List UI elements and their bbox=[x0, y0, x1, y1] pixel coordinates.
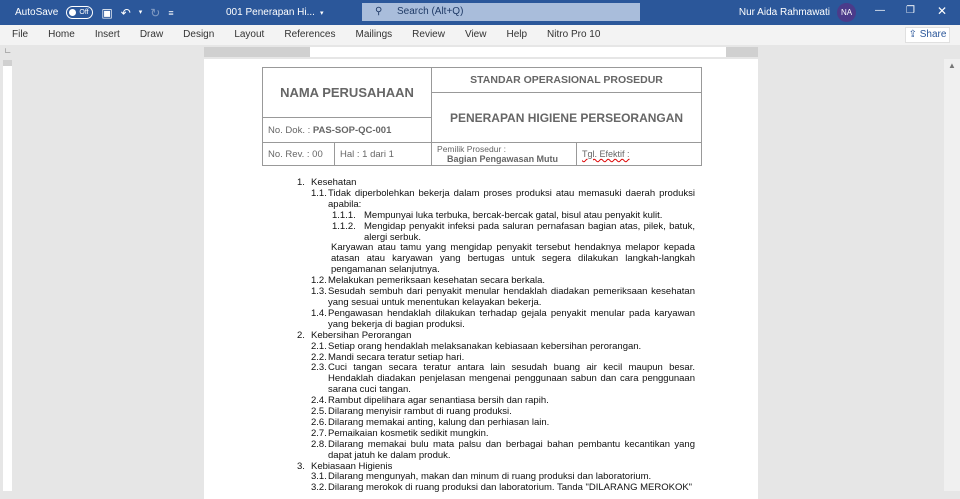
save-icon[interactable]: ▣ bbox=[101, 5, 113, 20]
item-text: Pengawasan hendaklah dilakukan terhadap gejala penyakit menular pada karyawan yang bekerja di bagian produksi. bbox=[328, 307, 695, 330]
owner-cell bbox=[432, 143, 577, 166]
undo-icon[interactable]: ↶ bbox=[120, 5, 131, 20]
sop-header-table bbox=[262, 67, 702, 166]
section-title: Kesehatan bbox=[311, 177, 357, 188]
item-text: Melakukan pemeriksaan kesehatan secara berkala. bbox=[328, 275, 546, 287]
tab-row bbox=[12, 29, 600, 40]
owner-value: Bagian Pengawasan Mutu bbox=[447, 154, 559, 164]
doc-name-dropdown-icon[interactable]: ▾ bbox=[319, 9, 324, 17]
vertical-scrollbar[interactable] bbox=[944, 59, 960, 491]
item-text: Pemaikaian kosmetik sedikit mungkin. bbox=[328, 427, 489, 439]
list-item bbox=[297, 363, 695, 396]
item-number: 1.2. bbox=[311, 275, 327, 287]
item-text: Mandi secara teratur setiap hari. bbox=[328, 351, 465, 363]
share-icon: ⇪ bbox=[908, 29, 920, 40]
minimize-icon[interactable]: — bbox=[875, 5, 885, 16]
sop-label: STANDAR OPERASIONAL PROSEDUR bbox=[432, 68, 702, 93]
section-number: 1. bbox=[297, 177, 305, 188]
list-item bbox=[297, 440, 695, 462]
item-text: Setiap orang hendaklah melaksanakan kebiasaan kebersihan perorangan. bbox=[328, 340, 642, 352]
sub-item-text: Mempunyai luka terbuka, bercak-bercak gatal, bisul atau penyakit kulit. bbox=[364, 209, 663, 221]
list-item bbox=[297, 309, 695, 331]
item-number: 1.4. bbox=[311, 307, 327, 319]
section-number: 2. bbox=[297, 329, 305, 341]
title-bar bbox=[0, 0, 960, 25]
tab-selector-icon[interactable]: ∟ bbox=[4, 46, 12, 55]
share-button[interactable] bbox=[905, 27, 950, 43]
list-item bbox=[297, 189, 695, 211]
close-icon[interactable]: ✕ bbox=[937, 4, 948, 18]
owner-label: Pemilik Prosedur : bbox=[437, 144, 506, 154]
page-count: Hal : 1 dari 1 bbox=[335, 143, 432, 166]
sub-item-number: 1.1.2. bbox=[332, 220, 356, 232]
redo-icon[interactable]: ↻ bbox=[150, 5, 161, 20]
document-page[interactable] bbox=[204, 59, 758, 499]
revision: No. Rev. : 00 bbox=[263, 143, 335, 166]
item-text: Cuci tangan secara teratur antara lain sesudah buang air kecil maupun besar. Hendaklah diadakan penjelasan mengenai penggunaan sabun dan cara penggunaan sarana cuci tangan. bbox=[328, 362, 695, 396]
section-title: Kebiasaan Higienis bbox=[311, 460, 393, 472]
user-name[interactable]: Nur Aida Rahmawati bbox=[738, 7, 830, 18]
sop-title: PENERAPAN HIGIENE PERSEORANGAN bbox=[432, 93, 702, 143]
item-text: Dilarang memakai bulu mata palsu dan berbagai bahan pembantu kecantikan yang dapat jatuh ke dalam produk. bbox=[328, 438, 695, 461]
item-number: 2.5. bbox=[311, 406, 327, 418]
tab-draw[interactable]: Draw bbox=[139, 29, 164, 40]
share-label: Share bbox=[919, 29, 947, 40]
section-title: Kebersihan Perorangan bbox=[311, 329, 412, 341]
document-body bbox=[297, 178, 695, 494]
document-name-menu[interactable] bbox=[226, 0, 323, 25]
item-text: Dilarang mengunyah, makan dan minum di ruang produksi dan laboratorium. bbox=[328, 471, 652, 483]
document-name[interactable]: 001 Penerapan Hi... bbox=[226, 7, 315, 18]
item-number: 2.2. bbox=[311, 351, 327, 363]
item-number: 1.3. bbox=[311, 286, 327, 298]
quick-access-toolbar bbox=[15, 0, 174, 25]
undo-dropdown-icon[interactable]: ▾ bbox=[138, 8, 143, 16]
item-number: 2.4. bbox=[311, 395, 327, 407]
item-number: 3.1. bbox=[311, 471, 327, 483]
tab-references[interactable]: References bbox=[284, 29, 336, 40]
search-box[interactable] bbox=[362, 3, 640, 21]
horizontal-ruler[interactable] bbox=[0, 45, 960, 59]
list-item bbox=[297, 342, 695, 353]
doc-number-cell bbox=[263, 118, 432, 143]
autosave-label: AutoSave bbox=[15, 7, 59, 18]
list-item bbox=[297, 287, 695, 309]
restore-icon[interactable]: ❐ bbox=[906, 5, 915, 16]
item-text: Dilarang menyisir rambut di ruang produksi. bbox=[328, 406, 512, 418]
item-text: Dilarang merokok di ruang produksi dan laboratorium. Tanda "DILARANG MEROKOK" bbox=[328, 482, 693, 494]
sub-item-number: 1.1.1. bbox=[332, 209, 356, 221]
company-name: NAMA PERUSAHAAN bbox=[263, 68, 432, 118]
autosave-toggle[interactable]: Off bbox=[66, 6, 93, 19]
sub-list-item bbox=[297, 211, 695, 222]
item-number: 1.1. bbox=[311, 187, 327, 199]
item-number: 2.7. bbox=[311, 427, 327, 439]
section-number: 3. bbox=[297, 460, 305, 472]
search-placeholder: Search (Alt+Q) bbox=[397, 6, 464, 17]
search-icon: ⚲ bbox=[375, 6, 383, 17]
ruler-track[interactable] bbox=[204, 47, 758, 57]
doc-number: PAS-SOP-QC-001 bbox=[312, 124, 392, 136]
effective-date-label: Tgl. Efektif : bbox=[582, 149, 630, 159]
tab-review[interactable]: Review bbox=[412, 29, 445, 40]
list-item bbox=[297, 483, 695, 494]
item-text: Rambut dipelihara agar senantiasa bersih dan rapih. bbox=[328, 395, 549, 407]
customize-qat-icon[interactable]: ≡ bbox=[168, 7, 174, 18]
scroll-up-icon[interactable]: ▲ bbox=[948, 61, 956, 70]
item-text: Tidak diperbolehkan bekerja dalam proses produksi atau memasuki daerah produksi apabila: bbox=[328, 187, 695, 210]
tab-nitro[interactable]: Nitro Pro 10 bbox=[547, 29, 601, 40]
tab-insert[interactable]: Insert bbox=[94, 29, 120, 40]
item-text: Sesudah sembuh dari penyakit menular hendaklah diadakan pemeriksaan kesehatan yang sesuai untuk menentukan kelayakan bekerja. bbox=[328, 286, 695, 308]
tab-view[interactable]: View bbox=[464, 29, 487, 40]
item-number: 2.1. bbox=[311, 340, 327, 352]
item-number: 2.6. bbox=[311, 416, 327, 428]
tab-home[interactable]: Home bbox=[48, 29, 75, 40]
tab-design[interactable]: Design bbox=[183, 29, 215, 40]
tab-file[interactable]: File bbox=[12, 29, 29, 40]
tab-mailings[interactable]: Mailings bbox=[355, 29, 393, 40]
tab-help[interactable]: Help bbox=[506, 29, 528, 40]
doc-number-label: No. Dok. : bbox=[268, 124, 311, 136]
ribbon-tabs bbox=[0, 25, 960, 45]
item-number: 2.8. bbox=[311, 438, 327, 450]
vertical-ruler[interactable] bbox=[3, 60, 12, 491]
item-number: 2.3. bbox=[311, 362, 327, 374]
section-heading bbox=[297, 331, 695, 342]
item-number: 3.2. bbox=[311, 482, 327, 494]
sub-list-item bbox=[297, 222, 695, 244]
avatar[interactable]: NA bbox=[837, 3, 856, 22]
item-text: Dilarang memakai anting, kalung dan perhiasan lain. bbox=[328, 416, 550, 428]
sub-item-text: Mengidap penyakit infeksi pada saluran pernafasan bagian atas, pilek, batuk, alergi serbuk. bbox=[364, 220, 695, 243]
tab-layout[interactable]: Layout bbox=[234, 29, 265, 40]
item-note: Karyawan atau tamu yang mengidap penyakit tersebut hendaknya melapor kepada atasan atau karyawan yang bertugas untuk segera dilakukan langkah-langkah pengamanan selanjutnya. bbox=[331, 242, 695, 276]
